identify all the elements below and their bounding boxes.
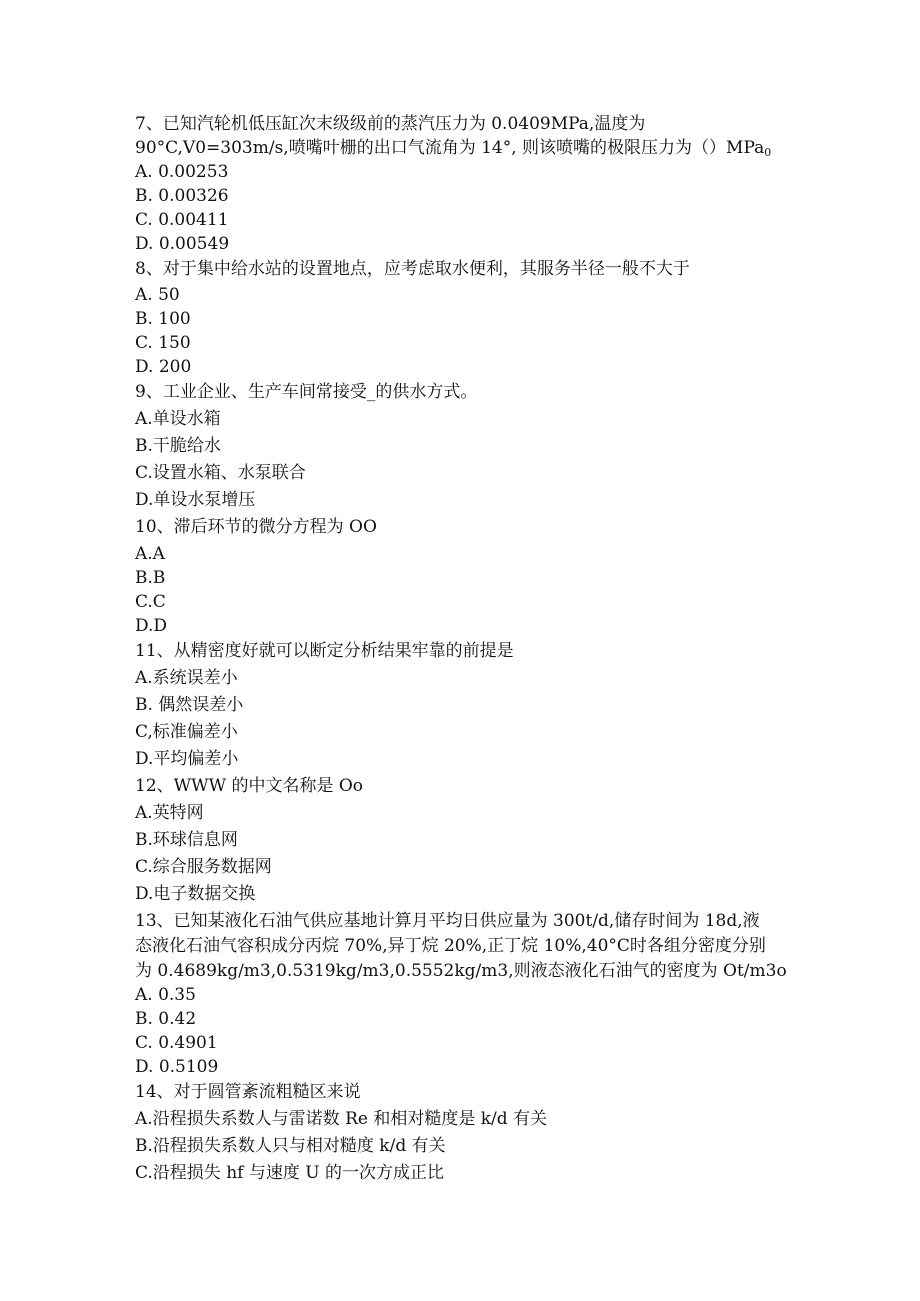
question-10-option-a: A.A <box>135 544 165 564</box>
question-9-option-d: D.单设水泵增压 <box>135 490 256 510</box>
question-13-stem-line-2: 态液化石油气容积成分丙烷 70%,异丁烷 20%,正丁烷 10%,40°C时各组分密度分别 <box>135 936 766 956</box>
question-12-option-a: A.英特网 <box>135 803 204 823</box>
question-14-option-c: C.沿程损失 hf 与速度 U 的一次方成正比 <box>135 1163 444 1183</box>
question-13-option-c: C. 0.4901 <box>135 1033 218 1053</box>
question-9-option-b: B.干脆给水 <box>135 436 221 456</box>
question-8-option-a: A. 50 <box>135 285 180 305</box>
question-9-option-a: A.单设水箱 <box>135 409 221 429</box>
question-8-stem: 8、对于集中给水站的设置地点，应考虑取水便利，其服务半径一般不大于 <box>135 259 690 279</box>
question-11-stem: 11、从精密度好就可以断定分析结果牢靠的前提是 <box>135 641 514 661</box>
question-12-option-c: C.综合服务数据网 <box>135 857 272 877</box>
question-11-option-b: B. 偶然误差小 <box>135 695 244 715</box>
question-8-option-d: D. 200 <box>135 357 192 377</box>
question-13-option-a: A. 0.35 <box>135 985 196 1005</box>
question-8-option-c: C. 150 <box>135 333 191 353</box>
question-7-stem-line-2: 90°C,V0=303m∕s,喷嘴叶栅的出口气流角为 14°, 则该喷嘴的极限压力为（）MPa$_0$ <box>135 138 772 159</box>
question-7-option-d: D. 0.00549 <box>135 234 230 254</box>
question-13-option-d: D. 0.5109 <box>135 1057 219 1077</box>
question-7-option-c: C. 0.00411 <box>135 210 229 230</box>
question-12-option-b: B.环球信息网 <box>135 830 238 850</box>
question-14-stem: 14、对于圆管紊流粗糙区来说 <box>135 1082 361 1102</box>
question-13-stem-line-1: 13、已知某液化石油气供应基地计算月平均日供应量为 300t∕d,储存时间为 18d,液 <box>135 911 760 931</box>
question-7-option-a: A. 0.00253 <box>135 162 229 182</box>
question-11-option-d: D.平均偏差小 <box>135 749 239 769</box>
question-9-stem: 9、工业企业、生产车间常接受_的供水方式。 <box>135 382 478 402</box>
question-14-option-a: A.沿程损失系数人与雷诺数 Re 和相对糙度是 k/d 有关 <box>135 1109 548 1129</box>
question-9-option-c: C.设置水箱、水泵联合 <box>135 463 306 483</box>
question-10-stem: 10、滞后环节的微分方程为 OO <box>135 517 377 537</box>
question-10-option-b: B.B <box>135 568 166 588</box>
question-11-option-a: A.系统误差小 <box>135 668 238 688</box>
question-10-option-d: D.D <box>135 616 168 636</box>
question-13-option-b: B. 0.42 <box>135 1009 197 1029</box>
subscript: 0 <box>764 146 772 159</box>
question-12-stem: 12、WWW 的中文名称是 Oo <box>135 776 364 796</box>
question-8-option-b: B. 100 <box>135 309 191 329</box>
question-14-option-b: B.沿程损失系数人只与相对糙度 k/d 有关 <box>135 1136 446 1156</box>
question-11-option-c: C,标准偏差小 <box>135 722 238 742</box>
question-7-option-b: B. 0.00326 <box>135 186 229 206</box>
question-10-option-c: C.C <box>135 592 166 612</box>
question-13-stem-line-3: 为 0.4689kg∕m3,0.5319kg∕m3,0.5552kg∕m3,则液态液化石油气的密度为 Ot∕m3o <box>135 961 787 981</box>
question-7-stem-line-1: 7、已知汽轮机低压缸次末级级前的蒸汽压力为 0.0409MPa,温度为 <box>135 114 646 134</box>
question-12-option-d: D.电子数据交换 <box>135 884 256 904</box>
